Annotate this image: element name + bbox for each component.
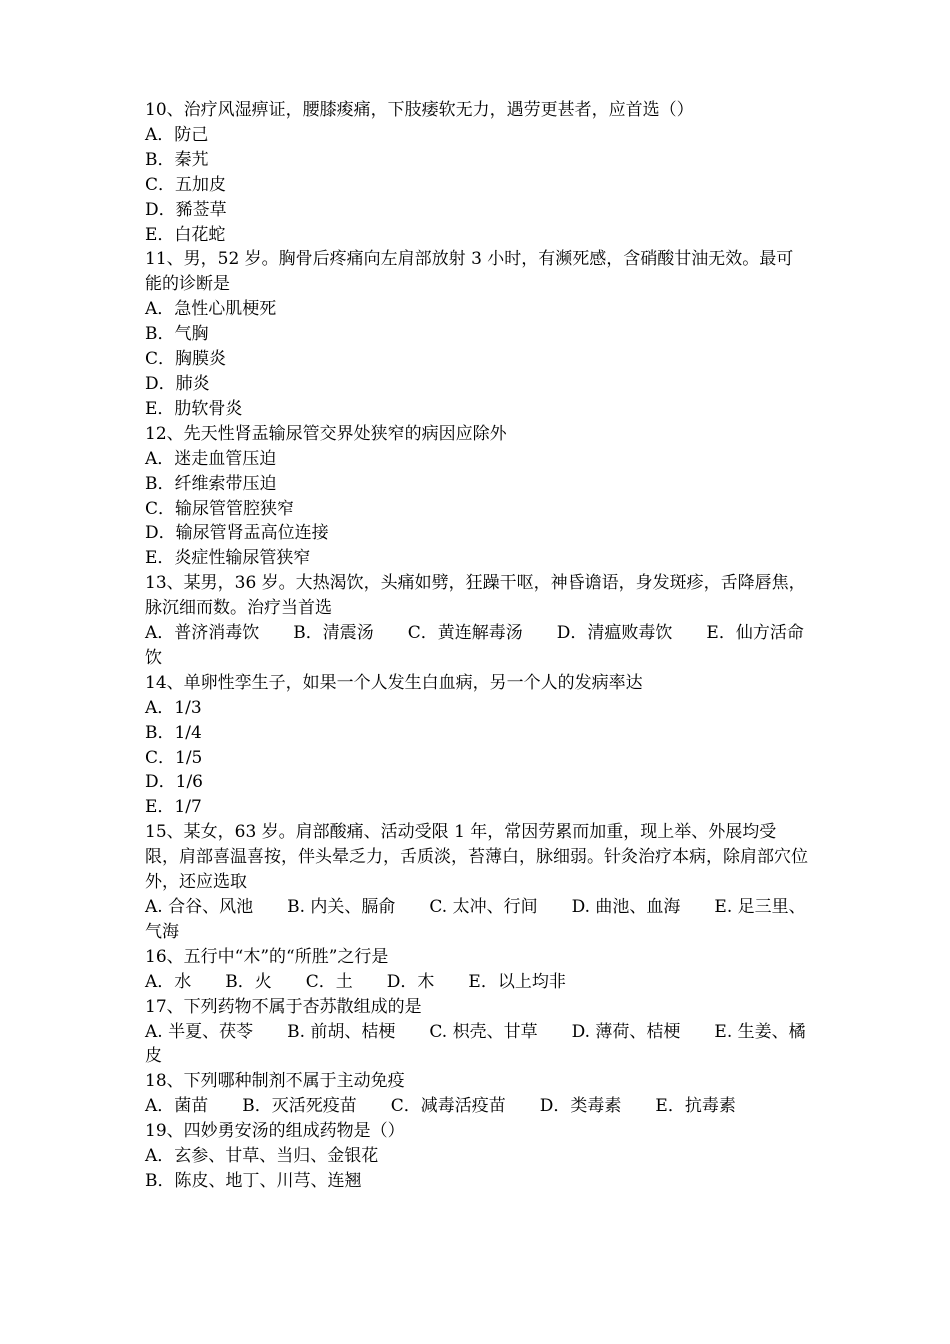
question-10	[145, 98, 810, 247]
inline-options: A．水 B．火 C．土 D．木 E．以上均非	[145, 971, 566, 992]
question-stem: 16、五行中“木”的“所胜”之行是	[145, 946, 389, 967]
option-b: B．气胸	[145, 324, 209, 345]
option-c: C．五加皮	[145, 174, 227, 195]
document-page	[145, 98, 810, 1194]
option-a: A．迷走血管压迫	[145, 448, 277, 469]
question-stem: 15、某女，63 岁。肩部酸痛、活动受限 1 年，常因劳累而加重，现上举、外展均受限，肩部喜温喜按，伴头晕乏力，舌质淡，苔薄白，脉细弱。针灸治疗本病，除肩部穴位外，还应选取	[145, 822, 808, 893]
option-c: C．1/5	[145, 747, 203, 768]
option-b: B．秦艽	[145, 149, 209, 170]
option-e: E．肋软骨炎	[145, 398, 243, 419]
inline-options: A．菌苗 B．灭活死疫苗 C．减毒活疫苗 D．类毒素 E．抗毒素	[145, 1096, 736, 1117]
option-b: B．纤维索带压迫	[145, 473, 277, 494]
option-b: B．陈皮、地丁、川芎、连翘	[145, 1170, 362, 1191]
question-18	[145, 1069, 810, 1119]
question-stem: 19、四妙勇安汤的组成药物是（）	[145, 1121, 405, 1142]
question-stem: 14、单卵性孪生子，如果一个人发生白血病，另一个人的发病率达	[145, 672, 643, 693]
question-12	[145, 422, 810, 571]
inline-options: A. 半夏、茯苓 B. 前胡、桔梗 C. 枳壳、甘草 D. 薄荷、桔梗 E. 生姜、橘皮	[145, 1021, 806, 1067]
question-13	[145, 571, 810, 671]
question-15	[145, 820, 810, 945]
option-e: E．1/7	[145, 797, 202, 818]
question-17	[145, 995, 810, 1070]
option-a: A．玄参、甘草、当归、金银花	[145, 1146, 379, 1167]
question-stem: 10、治疗风湿痹证，腰膝痠痛，下肢痿软无力，遇劳更甚者，应首选（）	[145, 100, 694, 120]
option-d: D．肺炎	[145, 373, 210, 394]
option-a: A．1/3	[145, 697, 202, 718]
option-d: D．输尿管肾盂高位连接	[145, 523, 329, 544]
option-e: E．白花蛇	[145, 224, 226, 245]
question-stem: 12、先天性肾盂输尿管交界处狭窄的病因应除外	[145, 423, 507, 444]
option-a: A．急性心肌梗死	[145, 299, 277, 320]
option-a: A．防己	[145, 124, 209, 145]
option-d: D．豨莶草	[145, 199, 227, 220]
inline-options: A．普济消毒饮 B．清震汤 C．黄连解毒汤 D．清瘟败毒饮 E．仙方活命饮	[145, 623, 804, 668]
question-stem: 17、下列药物不属于杏苏散组成的是	[145, 996, 422, 1017]
question-16	[145, 945, 810, 995]
question-19	[145, 1119, 810, 1194]
option-b: B．1/4	[145, 722, 202, 743]
option-e: E．炎症性输尿管狭窄	[145, 548, 311, 569]
option-c: C．胸膜炎	[145, 349, 227, 370]
question-14	[145, 671, 810, 820]
inline-options: A. 合谷、风池 B. 内关、膈俞 C. 太冲、行间 D. 曲池、血海 E. 足三里、气海	[145, 897, 806, 942]
question-stem: 13、某男，36 岁。大热渴饮，头痛如劈，狂躁干呕，神昏谵语，身发斑疹，舌降唇焦，脉沉细而数。治疗当首选	[145, 573, 806, 619]
question-11	[145, 247, 810, 421]
question-stem: 11、男，52 岁。胸骨后疼痛向左肩部放射 3 小时，有濒死感，含硝酸甘油无效。最可能的诊断是	[145, 249, 794, 295]
question-stem: 18、下列哪种制剂不属于主动免疫	[145, 1071, 405, 1092]
option-c: C．输尿管管腔狭窄	[145, 498, 295, 519]
option-d: D．1/6	[145, 772, 203, 793]
